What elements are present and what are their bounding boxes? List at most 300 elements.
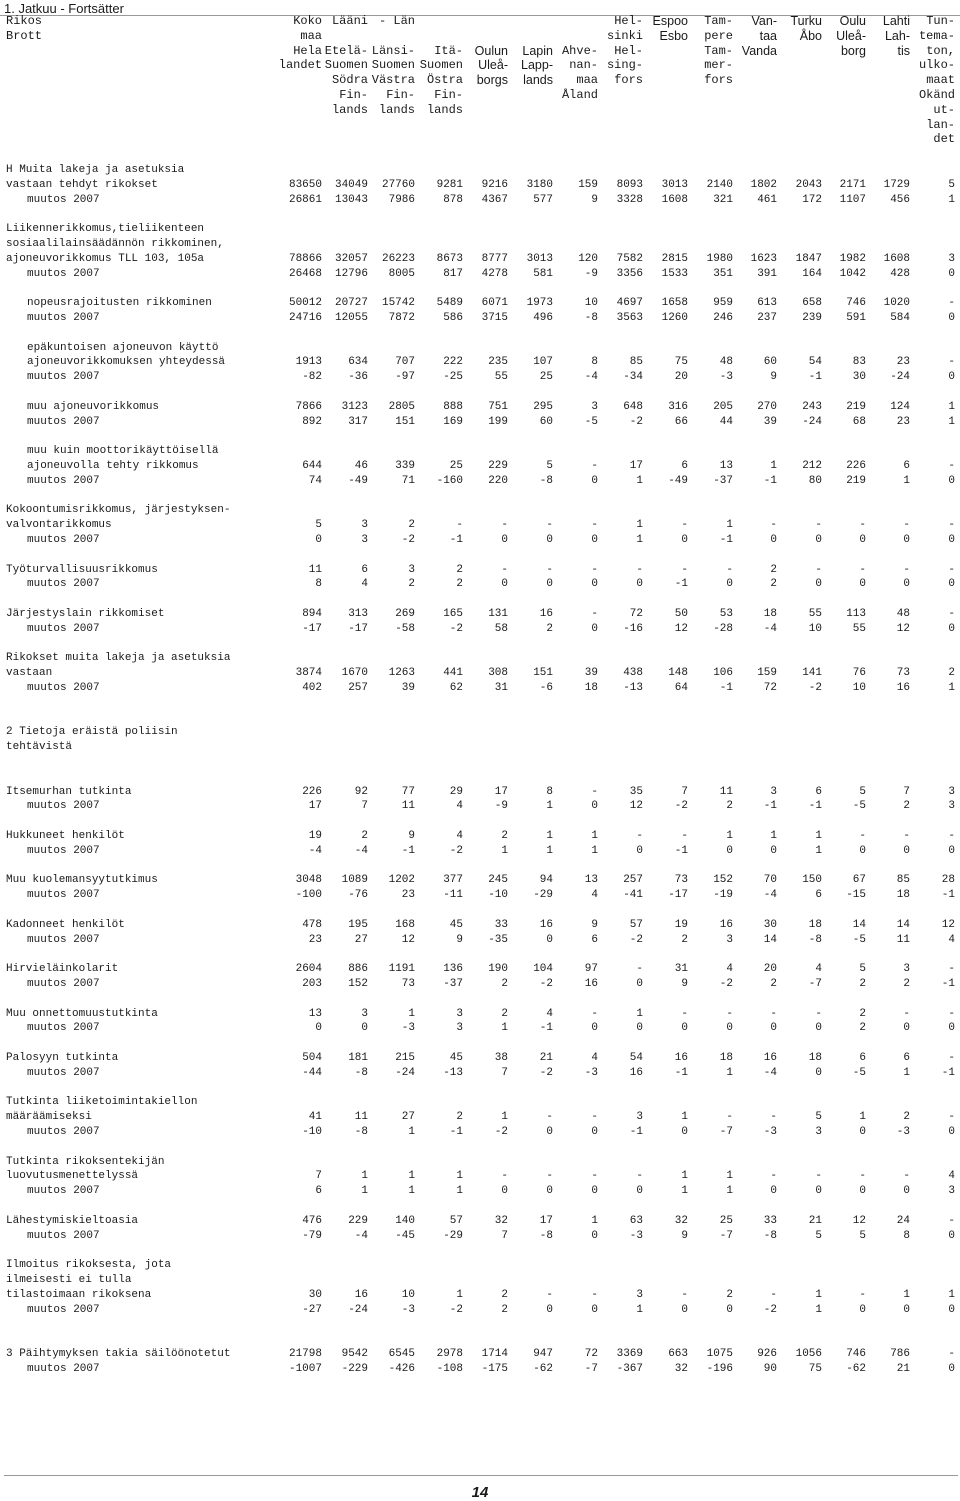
table-cell: 1	[726, 1170, 733, 1183]
table-cell: 313	[348, 608, 368, 620]
table-cell: 1913	[295, 356, 322, 369]
table-cell: 1260	[661, 312, 688, 324]
table-cell: 68	[852, 415, 866, 428]
header-line: borgs	[476, 73, 508, 88]
table-row	[0, 207, 960, 222]
header-line: Uleå-	[478, 58, 508, 73]
table-cell: -8	[539, 1229, 553, 1242]
table-row	[0, 1362, 960, 1377]
header-line: det	[933, 132, 955, 147]
header-line: fors	[614, 73, 643, 88]
table-cell: -	[636, 830, 643, 842]
table-cell: 0	[903, 1303, 910, 1316]
table-cell: 4	[546, 1007, 553, 1020]
table-row	[0, 1155, 960, 1170]
table-cell: 17	[494, 785, 508, 798]
table-cell: -367	[616, 1362, 643, 1375]
table-row	[0, 548, 960, 563]
table-cell: -7	[584, 1362, 598, 1375]
table-cell: 26468	[288, 267, 322, 280]
table-cell: 18	[763, 608, 777, 620]
table-cell: 48	[719, 356, 733, 369]
table-cell: 18	[584, 682, 598, 694]
table-row	[0, 370, 960, 385]
table-row	[0, 503, 960, 518]
table-row	[0, 1288, 960, 1303]
table-cell: 1	[948, 400, 955, 413]
table-cell: 947	[533, 1348, 553, 1360]
table-cell: 441	[443, 667, 463, 680]
table-cell: 0	[315, 1022, 322, 1035]
row-label: muutos 2007	[27, 578, 100, 591]
table-cell: 1	[903, 1066, 910, 1079]
table-cell: -	[770, 1007, 777, 1020]
table-cell: 1	[636, 1303, 643, 1316]
table-cell: 11	[896, 933, 910, 946]
table-cell: 71	[401, 474, 415, 487]
table-cell: -3	[584, 1066, 598, 1079]
table-row	[0, 1199, 960, 1214]
header-line: Hela	[293, 43, 322, 58]
table-cell: 886	[348, 963, 368, 976]
table-cell: -49	[668, 474, 688, 487]
header-line: taa	[759, 28, 777, 43]
table-cell: 3	[636, 1288, 643, 1301]
header-line: Fin-	[434, 87, 463, 102]
header-line: maat	[926, 73, 955, 88]
table-cell: 1	[726, 1185, 733, 1198]
table-cell: 1608	[661, 193, 688, 206]
header-line: Uleå-	[836, 28, 866, 43]
header-line: Lah-	[884, 28, 910, 43]
table-cell: 9216	[481, 178, 508, 191]
table-cell: 0	[591, 800, 598, 813]
table-cell: -	[591, 1170, 598, 1183]
table-row	[0, 489, 960, 504]
table-cell: -8	[539, 474, 553, 487]
table-cell: -1	[401, 844, 415, 857]
row-label: muutos 2007	[27, 371, 100, 384]
table-cell: 4	[456, 800, 463, 813]
table-cell: 577	[533, 193, 553, 206]
table-cell: -25	[443, 371, 463, 384]
table-row	[0, 341, 960, 356]
table-row	[0, 178, 960, 193]
table-cell: -	[591, 785, 598, 798]
table-cell: 4	[361, 578, 368, 591]
table-cell: 1670	[341, 667, 368, 680]
table-cell: 1191	[388, 963, 415, 976]
table-cell: 1	[726, 519, 733, 532]
table-cell: 0	[903, 534, 910, 546]
table-cell: 11	[354, 1111, 368, 1124]
table-cell: 5	[315, 519, 322, 532]
table-cell: -5	[852, 800, 866, 813]
table-cell: 1533	[661, 267, 688, 280]
table-cell: -	[903, 1007, 910, 1020]
table-cell: -1	[674, 844, 688, 857]
row-label: muutos 2007	[27, 312, 100, 324]
table-cell: 2	[501, 830, 508, 842]
table-cell: 1982	[839, 252, 866, 265]
table-cell: 0	[859, 578, 866, 591]
row-label: tilastoimaan rikoksena	[6, 1288, 152, 1301]
table-cell: -	[591, 1111, 598, 1124]
table-cell: -17	[668, 889, 688, 902]
table-cell: 33	[494, 918, 508, 931]
table-cell: 878	[443, 193, 463, 206]
header-line: - Län	[378, 14, 415, 28]
table-cell: 66	[674, 415, 688, 428]
table-cell: 438	[623, 667, 643, 680]
table-cell: -37	[443, 978, 463, 990]
table-cell: -	[591, 1288, 598, 1301]
table-cell: 0	[815, 1185, 822, 1198]
table-cell: 0	[948, 312, 955, 324]
table-cell: 1	[501, 844, 508, 857]
table-cell: 1	[456, 1185, 463, 1198]
table-cell: 3	[361, 1007, 368, 1020]
table-cell: 10	[808, 622, 822, 635]
table-cell: 181	[348, 1052, 368, 1064]
table-cell: -4	[763, 1066, 777, 1079]
table-cell: 9	[591, 193, 598, 206]
table-cell: 62	[449, 682, 463, 694]
table-cell: 4697	[616, 297, 643, 310]
table-cell: -1	[941, 889, 955, 902]
table-cell: 140	[395, 1214, 415, 1227]
table-cell: 106	[713, 667, 733, 680]
table-cell: -10	[302, 1126, 322, 1138]
table-cell: 3	[361, 534, 368, 546]
table-cell: -58	[395, 622, 415, 635]
table-cell: 0	[591, 474, 598, 487]
table-cell: 215	[395, 1052, 415, 1064]
table-cell: -	[501, 563, 508, 576]
header-line: lands	[378, 102, 415, 117]
table-cell: 5	[546, 460, 553, 472]
table-cell: 1	[681, 1111, 688, 1124]
header-line: Tam-	[704, 14, 733, 28]
table-cell: -97	[395, 371, 415, 384]
table-cell: 0	[726, 1022, 733, 1035]
table-cell: 55	[808, 608, 822, 620]
table-cell: 21	[808, 1214, 822, 1227]
table-cell: 0	[591, 1126, 598, 1138]
table-cell: 55	[494, 371, 508, 384]
table-cell: 18	[808, 1052, 822, 1064]
table-cell: 316	[668, 400, 688, 413]
table-cell: -2	[629, 933, 643, 946]
table-cell: 1	[726, 1066, 733, 1079]
table-cell: 1	[770, 830, 777, 842]
table-cell: 1	[591, 844, 598, 857]
table-cell: 45	[449, 918, 463, 931]
header-line: pere	[704, 28, 733, 43]
header-line: Lääni	[331, 14, 368, 28]
table-cell: -3	[401, 1303, 415, 1316]
table-row	[0, 607, 960, 622]
header-line: Oulu	[839, 14, 866, 28]
table-cell: 229	[348, 1214, 368, 1227]
table-cell: -44	[302, 1066, 322, 1079]
table-cell: 12055	[334, 312, 368, 324]
header-line: Esbo	[659, 28, 688, 43]
header-line: Van-	[751, 14, 777, 28]
header-line: Rikos	[6, 14, 43, 28]
table-cell: -15	[846, 889, 866, 902]
table-cell: -4	[763, 622, 777, 635]
table-cell: -7	[719, 1126, 733, 1138]
table-cell: 0	[815, 1066, 822, 1079]
table-cell: 0	[546, 933, 553, 946]
table-cell: -	[591, 563, 598, 576]
table-cell: -2	[629, 415, 643, 428]
table-cell: 3	[948, 785, 955, 798]
table-cell: 888	[443, 400, 463, 413]
table-cell: -	[815, 1170, 822, 1183]
table-cell: 1	[546, 844, 553, 857]
table-cell: 6	[903, 460, 910, 472]
table-cell: -	[859, 1170, 866, 1183]
row-label: luovutusmenettelyssä	[6, 1170, 139, 1183]
table-cell: -2	[449, 1303, 463, 1316]
table-cell: 10	[401, 1288, 415, 1301]
table-cell: 0	[948, 534, 955, 546]
table-cell: 0	[636, 1022, 643, 1035]
table-cell: 237	[757, 312, 777, 324]
table-cell: 7	[501, 1066, 508, 1079]
table-cell: 1658	[661, 297, 688, 310]
table-cell: -2	[539, 1066, 553, 1079]
table-cell: 257	[623, 874, 643, 887]
table-cell: 12796	[334, 267, 368, 280]
row-label: Kadonneet henkilöt	[6, 918, 125, 931]
table-row	[0, 444, 960, 459]
table-cell: 7	[903, 785, 910, 798]
table-cell: -3	[629, 1229, 643, 1242]
table-cell: 5	[815, 1229, 822, 1242]
table-cell: 591	[846, 312, 866, 324]
table-row	[0, 1007, 960, 1022]
table-cell: 16	[584, 978, 598, 990]
table-cell: 7	[361, 800, 368, 813]
table-cell: 0	[859, 1126, 866, 1138]
table-cell: 3	[948, 800, 955, 813]
table-cell: 1	[681, 1170, 688, 1183]
table-cell: 391	[757, 267, 777, 280]
table-row	[0, 947, 960, 962]
table-cell: 496	[533, 312, 553, 324]
table-cell: 151	[533, 667, 553, 680]
table-row	[0, 296, 960, 311]
table-cell: 8	[546, 785, 553, 798]
table-cell: -	[948, 1111, 955, 1124]
table-cell: 29	[449, 785, 463, 798]
table-cell: 0	[948, 371, 955, 384]
table-row	[0, 711, 960, 726]
table-cell: 26861	[288, 193, 322, 206]
header-line: Lapp-	[521, 58, 553, 73]
row-label: Lähestymiskieltoasia	[6, 1214, 139, 1227]
table-cell: 16	[896, 682, 910, 694]
table-cell: 339	[395, 460, 415, 472]
table-cell: 3	[636, 1111, 643, 1124]
table-cell: 1	[636, 534, 643, 546]
table-cell: 0	[903, 578, 910, 591]
table-cell: 2	[903, 1111, 910, 1124]
table-cell: 257	[348, 682, 368, 694]
table-cell: 377	[443, 874, 463, 887]
table-cell: 321	[713, 193, 733, 206]
table-cell: -	[681, 830, 688, 842]
table-cell: 2	[681, 933, 688, 946]
table-cell: 39	[763, 415, 777, 428]
table-cell: 2	[456, 563, 463, 576]
table-cell: 33	[763, 1214, 777, 1227]
row-label: määräämiseksi	[6, 1111, 92, 1124]
table-cell: 7	[501, 1229, 508, 1242]
table-cell: 16	[719, 918, 733, 931]
table-row	[0, 933, 960, 948]
table-cell: 4	[948, 933, 955, 946]
table-cell: 245	[488, 874, 508, 887]
table-cell: 39	[401, 682, 415, 694]
row-label: 2 Tietoja eräistä poliisin	[6, 726, 178, 739]
table-cell: -	[859, 830, 866, 842]
row-label: Itsemurhan tutkinta	[6, 785, 132, 798]
table-cell: -	[948, 356, 955, 369]
table-cell: 1089	[341, 874, 368, 887]
table-row	[0, 267, 960, 282]
table-cell: -108	[436, 1362, 463, 1375]
table-cell: -5	[584, 415, 598, 428]
table-cell: 18	[808, 918, 822, 931]
table-cell: 104	[533, 963, 553, 976]
table-cell: -1	[629, 1126, 643, 1138]
table-cell: 23	[308, 933, 322, 946]
table-cell: 0	[361, 1022, 368, 1035]
table-cell: -8	[808, 933, 822, 946]
table-cell: 3013	[661, 178, 688, 191]
table-cell: 199	[488, 415, 508, 428]
header-line: Itä-	[434, 43, 463, 58]
table-cell: 13043	[334, 193, 368, 206]
table-cell: 38	[494, 1052, 508, 1064]
row-label: muutos 2007	[27, 933, 100, 946]
table-row	[0, 1303, 960, 1318]
table-cell: 1	[636, 519, 643, 532]
table-cell: 3369	[616, 1348, 643, 1360]
table-cell: 151	[395, 415, 415, 428]
table-cell: 60	[539, 415, 553, 428]
table-row	[0, 844, 960, 859]
table-row	[0, 873, 960, 888]
table-cell: 0	[948, 1022, 955, 1035]
table-cell: 16	[629, 1066, 643, 1079]
table-cell: 212	[802, 460, 822, 472]
header-line: Lapin	[522, 43, 553, 58]
header-line: maa	[300, 28, 322, 43]
table-cell: 57	[629, 918, 643, 931]
row-label: muutos 2007	[27, 1229, 100, 1242]
table-row	[0, 740, 960, 755]
table-row	[0, 237, 960, 252]
table-cell: 34049	[334, 178, 368, 191]
table-cell: 5	[859, 785, 866, 798]
table-cell: 41	[308, 1111, 322, 1124]
table-cell: 1	[815, 1303, 822, 1316]
table-cell: -2	[719, 978, 733, 990]
table-cell: 746	[846, 297, 866, 310]
table-cell: -45	[395, 1229, 415, 1242]
table-cell: 72	[584, 1348, 598, 1360]
table-cell: 1	[903, 1288, 910, 1301]
row-label: muu ajoneuvorikkomus	[27, 400, 160, 413]
table-row	[0, 1036, 960, 1051]
table-row	[0, 1066, 960, 1081]
table-cell: 0	[591, 1303, 598, 1316]
table-cell: 3	[948, 252, 955, 265]
table-cell: 3	[591, 400, 598, 413]
table-cell: 72	[629, 608, 643, 620]
table-cell: 6	[591, 933, 598, 946]
table-cell: -	[591, 1007, 598, 1020]
table-row	[0, 1021, 960, 1036]
row-label: muutos 2007	[27, 1126, 100, 1138]
table-row	[0, 918, 960, 933]
header-line: Ahve-	[561, 43, 598, 58]
table-cell: -	[726, 1111, 733, 1124]
table-cell: 203	[302, 978, 322, 990]
table-cell: -100	[295, 889, 322, 902]
table-row	[0, 577, 960, 592]
table-cell: 3874	[295, 667, 322, 680]
table-row	[0, 429, 960, 444]
table-row	[0, 518, 960, 533]
table-cell: 0	[948, 267, 955, 280]
table-cell: 1	[815, 830, 822, 842]
table-cell: 295	[533, 400, 553, 413]
table-cell: 2604	[295, 963, 322, 976]
header-line: fors	[704, 73, 733, 88]
row-label: muutos 2007	[27, 1362, 100, 1375]
row-label: Hirvieläinkolarit	[6, 963, 119, 976]
table-row	[0, 1243, 960, 1258]
table-cell: 317	[348, 415, 368, 428]
table-cell: 1	[948, 193, 955, 206]
table-cell: 2805	[388, 400, 415, 413]
row-label: Hukkuneet henkilöt	[6, 830, 125, 842]
table-cell: 235	[488, 356, 508, 369]
table-cell: 0	[591, 534, 598, 546]
table-cell: -13	[623, 682, 643, 694]
table-cell: 786	[890, 1348, 910, 1360]
table-cell: 85	[896, 874, 910, 887]
table-cell: 168	[395, 918, 415, 931]
table-cell: -8	[763, 1229, 777, 1242]
table-cell: 0	[591, 1229, 598, 1242]
table-cell: 0	[948, 578, 955, 591]
table-cell: 2	[456, 1111, 463, 1124]
table-cell: 8	[903, 1229, 910, 1242]
table-cell: 239	[802, 312, 822, 324]
table-cell: 30	[308, 1288, 322, 1301]
table-cell: 269	[395, 608, 415, 620]
header-line: nan-	[569, 58, 598, 73]
header-line: tis	[897, 43, 910, 58]
header-line: Östra	[426, 73, 463, 88]
